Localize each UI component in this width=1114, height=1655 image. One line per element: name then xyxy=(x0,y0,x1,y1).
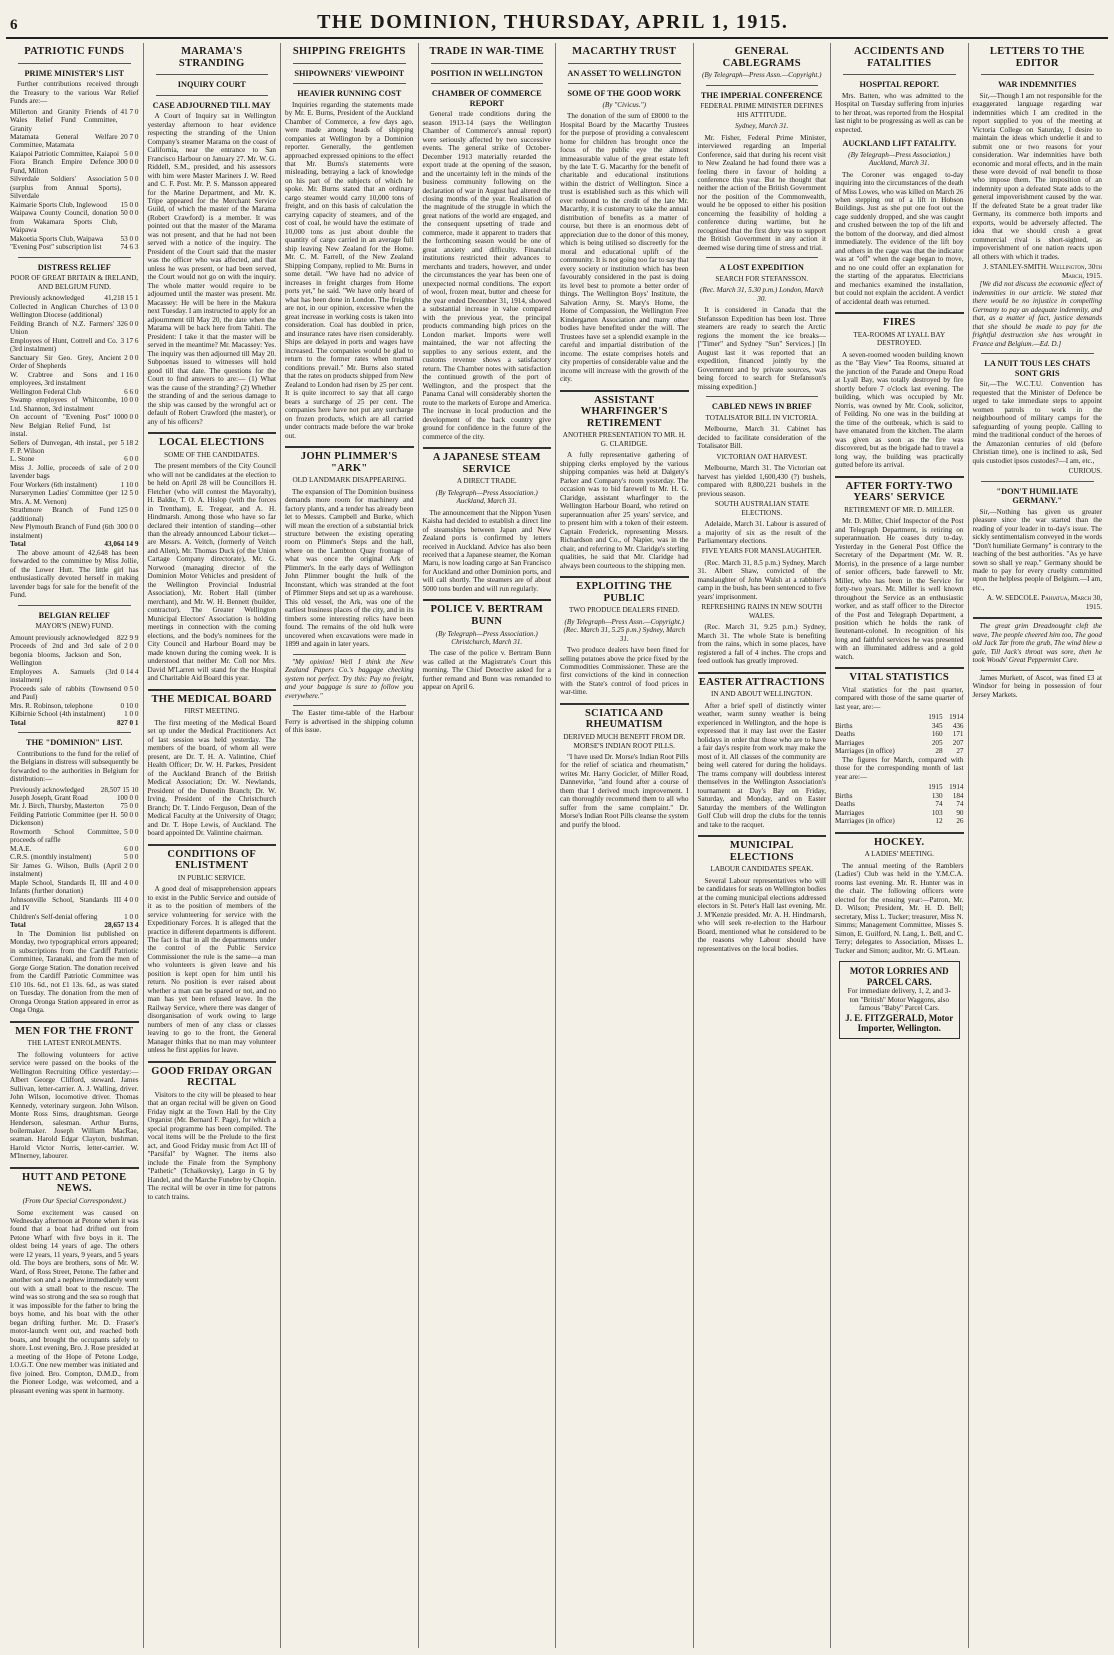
ledger-row: Swamp employees of Whitcombe, Ltd. Shannon, 3rd instalment 10 0 0 xyxy=(10,396,139,413)
headline: A JAPANESE STEAM SERVICE xyxy=(432,452,541,475)
headline: ASSISTANT WHARFINGER'S RETIREMENT xyxy=(580,394,668,429)
ledger-row: Makoetia Sports Club, Waipawa 53 0 0 xyxy=(10,234,139,243)
paragraph: After a brief spell of distinctly winter weather, warm sunny weather is being experienced in Wellington, and the hope is expressed that it may last over the Easter holidays in order that those who are to have a fair day's respite from work may make the most of it. All classes of the community are being well catered for during the holidays. The trams company will doubtless interest themselves in the Wellington Association's tournament at Day's Bay on Friday, Saturday, and Monday, and on Easter Saturday the members of the Wellington Golf Club will drop the clubs for the tennis and take to the racquet. xyxy=(697,701,826,829)
ledger-row: Maple School, Standards II, III and Infants (further donation) 4 0 0 xyxy=(10,878,139,896)
subheading: DERIVED MUCH BENEFIT FROM DR. MORSE'S INDIAN ROOT PILLS. xyxy=(563,733,686,750)
ledger-row: C.R.S. (monthly instalment) 5 0 0 xyxy=(10,853,139,862)
subheading: MAYOR'S (NEW) FUND. xyxy=(35,622,113,631)
statistics-row: Marriages 103 90 xyxy=(835,808,964,817)
paragraph: Sir,—The W.C.T.U. Convention has requested that the Minister of Defence be urged to take immediate steps to appoint women patrols to work in the neighbourhood of military camps for the safeguarding of young people. Calling to mind the traditional conduct of the heroes of the Amazonian centuries of old (before Christian time), one is inclined to ask, Sed quis custodiet ipsos custodes?—I am, etc., xyxy=(972,380,1102,465)
column-shipping-freights xyxy=(281,43,419,1648)
subheading: A LOST EXPEDITION xyxy=(719,263,804,273)
advertisement-verse: The great grim Dreadnought cleft the wave, The people cheered him too, The good old Jack Tar from the grub, The wind blew a gale, Till Jack's throat was sore, then he took Woods' Great Peppermint Cure. xyxy=(972,622,1102,665)
subheading: PRIME MINISTER'S LIST xyxy=(24,68,125,78)
ledger-list xyxy=(10,108,139,252)
column-accidents xyxy=(831,43,969,1648)
headline: GENERAL CABLEGRAMS xyxy=(722,46,801,69)
subheading: IN PUBLIC SERVICE. xyxy=(177,873,246,882)
ledger-row: Previously acknowledged 41,218 15 1 xyxy=(10,294,139,303)
ledger-row: Mrs. R. Robinson, telephone 0 10 0 xyxy=(10,701,139,710)
ledger-row: Feilding Patriotic Committee (per H. Dickenson) 50 0 0 xyxy=(10,810,139,828)
ledger-list xyxy=(10,634,139,719)
paragraph: Sir,—Nothing has given us greater pleasure since the war started than the reading of your leader in to-day's issue. The sickly sentimentalism conveyed in the words "Don't humiliate Germany" is contrary to the teaching of the best authorities. "As ye have sown so shall ye reap." Germany should be made to pay for every cruelty committed upon the helpless people of Belgium.—I am, etc., xyxy=(972,507,1102,592)
dateline: (By Telegraph—Press Assn.—Copyright.) xyxy=(701,71,822,80)
ledger-row: Mr. J. Birch, Thursby, Masterton 75 0 0 xyxy=(10,802,139,811)
columns xyxy=(6,43,1108,1648)
headline: THE MEDICAL BOARD xyxy=(151,693,273,705)
column-trade xyxy=(419,43,557,1648)
ledger-row: Kilbirnie School (4th instalment) 1 0 0 xyxy=(10,710,139,719)
dateline: Sydney, March 31. xyxy=(735,122,789,131)
advertisement-motor-lorries: MOTOR LORRIES AND PARCEL CARS. For immediate delivery, 1, 2, and 3-ton "British" Motor Waggons, also famous "Baby" Parcel Cars. J. E. FITZGERALD, Motor Importer, Wellington. xyxy=(839,961,960,1039)
page-number: 6 xyxy=(10,17,18,33)
subheading: REFRESHING RAINS IN NEW SOUTH WALES. xyxy=(701,603,823,620)
headline: FIRES xyxy=(883,317,916,329)
paragraph: General trade conditions during the season 1913-14 (says the Wellington Chamber of Commerce's annual report) were seriously affected by two successive events. The general strike of October-December 1913 materially retarded the export trade at the opening of the season, and the uncertainty left in the minds of the business community following on the declaration of war in August had altered the closing months of the year. Realisation of the magnitude of the struggle in which the great nations of the world are engaged, and the consequent upsetting of trade and commerce, made it apparent to traders that the forthcoming season would be one of great anxiety and difficulty. Financial institutions restricted their advances to merchants and traders, however, and under the circumstances the year has been one of unexpected normal conditions. The export of wool, frozen meat, butter and cheese for the year ended December 31, 1914, showed a substantial increase in value compared with the previous year, the principal products commanding high prices on the London market. Imports were well maintained, the war not affecting the supplies to any serious extent, and the customs revenue shows a satisfactory return. The Chamber notes with satisfaction the continued growth of the port of Wellington, and the prospect that the Panama Canal will considerably shorten the route to the markets of Europe and America. The increase in local production and the development of the back country give ground for confidence in the future of the commerce of the city. xyxy=(422,110,551,441)
masthead xyxy=(6,4,1108,39)
ledger-row: Four Workers (6th instalment) 1 10 0 xyxy=(10,480,139,489)
paragraph: Contributions to the fund for the relief of the Belgians in distress will subsequently be forwarded to the authorities in Belgium for distribution:— xyxy=(10,749,139,784)
paragraph: The first meeting of the Medical Board set up under the Medical Practitioners Act of last session was held yesterday. The members of the board, of whom all were present, are Dr. T. H. A. Valintine, Chief Health Officer; Dr. W. H. Parkes, President of the Auckland Branch of the British Medical Association; Dr. W. Newlands, President of the Dunedin Branch; Dr. W. Irving, President of the Christchurch Branch; Dr. T. Lindo Ferguson, Dean of the Medical Faculty at the University of Otago; and Dr. T. Hope Lewis, of Auckland. The board appointed Dr. Valintine chairman. xyxy=(147,718,276,838)
subheading: SOUTH AUSTRALIAN STATE ELECTIONS. xyxy=(714,500,809,517)
column-patriotic-funds xyxy=(6,43,144,1648)
headline: TRADE IN WAR-TIME xyxy=(429,46,545,57)
headline: JOHN PLIMMER'S "ARK" xyxy=(300,450,398,474)
paragraph: The following volunteers for active service were passed on the books of the Wellington Recruiting Office yesterday:— Albert George Clifford, steward. James Sullivan, letter-carrier. A. J. Walling, driver. John Wilson, locomotive driver. Thomas Kennedy, veterinary surgeon. John Wilson. Monte Ross Sims, draughtsman. George Henderson, salesman. Arthur Burns, boilermaker. Joseph William MacRae, seaman. Harold Edgar Clayton, bushman. Harold Victor Norris, letter-carrier. W. M'Inerney, labourer. xyxy=(10,1050,139,1161)
paragraph: Mr. Fisher, Federal Prime Minister, interviewed regarding an Imperial Conference, said that during his recent visit to New Zealand he had found there was a feeling there in favour of holding a conference this year. But he thought that neither the action of the British Government nor the position of the Commonwealth, would he be opposed to either his position concerning the feasibility of holding a conference during wartime, but he recognised that the first duty was to support the British Government in any action it deemed wise during time of stress and trial. xyxy=(697,133,826,252)
paragraph: The donation of the sum of £8000 to the Hospital Board by the Macarthy Trustees for the purpose of providing a convalescent home for children has brought once the focus of the public eye the almost immeasurable value of the great estate left by the late T. G. Macarthy for the benefit of charitable and educational institutions within the district of Wellington. Since a trust is established such as this which will ever redound to the credit of the late Mr. Macarthy, it is customary to take the annual distribution of benefits as a matter of course, but there is an enormous debt of appreciation due to the donor of this money, which is being utilised so discreetly for the moral and educational uplift of the community. It is not going too far to say that every society or institution which has been favourably considered in the past is doing its level best to promote a better order of things. The Wellington Boys' Institute, the Salvation Army, St. Mary's Home, the Home of Compassion, the Wellington Free Kindergarten Association and many other bodies have benefited under the will. The Trustees have set a splendid example in the careful and impartial distribution of the income. The estate comprises hotels and city properties of considerable value and the income will increase with the growth of the city. xyxy=(560,112,689,384)
paragraph: The figures for March, compared with those for the corresponding month of last year are:— xyxy=(835,755,964,781)
subheading: THE "DOMINION" LIST. xyxy=(26,738,123,748)
ledger-row: Sellers of Dunvegan, 4th instal., per F. P. Wilson 5 18 2 xyxy=(10,438,139,455)
ledger-row: Proceeds sale of rabbits (Townsend and Paul) 0 5 0 xyxy=(10,684,139,702)
ledger-row: Amount previously acknowledged 822 9 9 xyxy=(10,633,139,642)
statistics-row: Marriages (in office) 28 27 xyxy=(835,747,964,756)
ledger-row: Joseph Joseph, Grant Road 100 0 0 xyxy=(10,794,139,802)
ledger-row: New Plymouth Branch of Fund (6th instalment) 300 0 0 xyxy=(10,523,139,540)
subheading: A LADIES' MEETING. xyxy=(864,850,934,859)
paragraph: Some excitement was caused on Wednesday afternoon at Petone when it was found that a boat had drifted out from Petone Wharf with five boys in it. The oldest being 14 years of age. The others were 12 years, 11 years, 9 years, and 5 years old. The boys are brothers, sons of Mr. W. Ward, of Ross Street, Petone. The father and another son and a nephew immediately went out with a small boat to the rescue. The wind was so strong and the sea so rough that it was impossible for the father to bring the boys home, and his boat with the other began drifting further. Mr. D. Fraser's motor-launch went out, and reached both boats, and brought the occupants safely to shore. Lost evening, Bro. J. Rose presided at a meeting of the Hope of Petone Lodge, I.O.G.T. One new member was initiated and five joined. Bro. Compton, D.M.D., from the Pioneer Lodge, was welcomed, and a pleasant evening was spent in harmony. xyxy=(10,1208,139,1395)
statistics-row: Marriages (in office) 12 26 xyxy=(835,817,964,826)
paragraph: Adelaide, March 31. Labour is assured of a majority of six as the result of the Parliamentary elections. xyxy=(697,520,826,545)
ledger-row: Employees of Hunt, Cottrell and Co. (3rd instalment) 3 17 6 xyxy=(10,336,139,354)
headline: EASTER ATTRACTIONS xyxy=(698,676,825,688)
ledger-row: Sanctuary Sir Geo. Grey, Ancient Order of Shepherds 2 0 0 xyxy=(10,353,139,371)
paragraph: Two produce dealers have been fined for selling potatoes above the price fixed by the Commodities Commissioner. These are the first convictions of the kind in connection with the State's control of food prices in war-time. xyxy=(560,646,689,697)
subheading: TWO PRODUCE DEALERS FINED. xyxy=(568,606,680,615)
ledger-row: Nurserymen Ladies' Committee (per Mrs. A. M. Vernon) 12 5 0 xyxy=(10,489,139,506)
headline: CONDITIONS OF ENLISTMENT xyxy=(167,848,257,872)
subheading: THE LATEST ENROLMENTS. xyxy=(27,1039,121,1048)
ledger-row: Previously acknowledged 28,507 15 10 xyxy=(10,785,139,794)
ledger-row: Sir James G. Wilson, Bulls (April instalment) 2 0 0 xyxy=(10,861,139,879)
paragraph: Several Labour representatives who will be candidates for seats on Wellington bodies at the coming municipal elections addressed electors in St. Peter's Hall last evening. Mr. J. M'Kenzie presided. Mr. A. H. Hindmarsh, who will seek re-election to the Harbour Board, mentioned what he considered to be the reasons why Labour should have representatives on the local bodies. xyxy=(697,876,826,953)
paragraph: Further contributions received through the Treasury to the various War Relief Funds are:— xyxy=(10,80,139,106)
paragraph: The annual meeting of the Ramblers (Ladies') Club was held in the Y.M.C.A. rooms last evening. Mr. R. Hunter was in the chair. The following officers were elected for the ensuing year:—Patron, Mr. D. Wilson; President, Mr. H. D. Bell; secretary, Miss L. Tucker; treasurer, Miss N. Simms; Management Committee, Misses S. Simon, E. Guilford, N. Lang, L. Bell, and C. Terry; delegates to Association, Misses L. Tucker and Simon; auditor, Mr. G. M'Lean. xyxy=(835,861,964,955)
statistics-row: Births 130 184 xyxy=(835,791,964,800)
headline: VITAL STATISTICS xyxy=(849,672,950,684)
paragraph: Melbourne, March 31. Cabinet has decided to facilitate consideration of the Totalisator Bill. xyxy=(697,425,826,451)
subheading: INQUIRY COURT xyxy=(177,80,246,90)
paragraph: "I have used Dr. Morse's Indian Root Pills for the relief of sciatica and rheumatism," writes Mr. Harry Gocicler, of Miller Road, Dannevirke, "and found after a course of them that I derived much improvement. I can thoroughly recommend them to all who suffer from the same complaint." Dr. Morse's Indian Root Pills cleanse the system and purify the blood. xyxy=(560,752,689,829)
subheading: FIRST MEETING. xyxy=(184,707,240,716)
paragraph: Sir,—Though I am not responsible for the exaggerated language regarding war indemnities which I am credited in the report supplied to you of the meeting at Victoria College on Saturday, I desire to maintain the ideas which underlie it and to submit one or two reasons for your consideration. War indemnities have both economic and moral effects, and in the main these were devoid of real benefit to those who impose them. The imposition of an indemnity upon a defeated State adds to the general impoverishment caused by the war. If the defeated State be a great trader like Germany, its commerce both imports and exports, would be adversely affected. The idea that we should crush a great commercial rival is short-sighted, as impoverishment of one nation reacts upon all others with which it trades. xyxy=(972,91,1102,261)
signature: CURIOUS. xyxy=(1068,467,1102,476)
total-row: Total 28,657 13 4 xyxy=(10,921,139,930)
column-marama xyxy=(144,43,282,1648)
ledger-row: Fiora Branch Empire Defence Fund, Milton 300 0 0 xyxy=(10,158,139,175)
headline: MEN FOR THE FRONT xyxy=(15,1025,134,1037)
subheading: "DON'T HUMILIATE GERMANY." xyxy=(996,486,1079,506)
headline: HOCKEY. xyxy=(874,836,925,848)
dateline: (By Telegraph—Press Association.) Christchurch, March 31. xyxy=(435,629,538,646)
statistics-row: Marriages 205 207 xyxy=(835,738,964,747)
subheading: HEAVIER RUNNING COST xyxy=(297,89,402,99)
newspaper-title: THE DOMINION, THURSDAY, APRIL 1, 1915. xyxy=(317,11,789,33)
statistics-row: Deaths 74 74 xyxy=(835,800,964,809)
paragraph: Melbourne, March 31. The Victorian oat harvest has yielded 1,600,430 (?) bushels, compared with 8,800,221 bushels in the previous season. xyxy=(697,464,826,498)
subheading: CABLED NEWS IN BRIEF xyxy=(711,402,812,412)
ledger-row: Collected in Anglican Churches of Wellington Diocese (additional) 13 0 0 xyxy=(10,302,139,320)
subheading: WAR INDEMNITIES xyxy=(998,80,1077,90)
signature: A. W. SEDCOLE. Pahiatua, March 30, 1915. xyxy=(986,594,1102,611)
dateline: (Rec. March 31, 5.30 p.m.) London, March 30. xyxy=(699,286,824,303)
paragraph: Mrs. Batten, who was admitted to the Hospital on Tuesday suffering from injuries to her throat, was reported from the Hospital last night to be progressing as well as can be expected. xyxy=(835,91,964,134)
ledger-row: Wellington Federal Club 6 6 0 xyxy=(10,387,139,396)
paragraph: A seven-roomed wooden building known as the "Bay View" Tea Rooms, situated at the junction of the Parade and Onepu Road at Lyall Bay, was totally destroyed by fire shortly before 7 o'clock last evening. The building, which was occupied by Mr. Norris, was owned by Mr. Cook, solicitor, of Feilding. No one was in the building at the time of the outbreak, which is said to have emanated from the kitchen. The alarm was given as soon as the fire was discovered, but as the brigade had to travel a long way, the building was practically gutted before its arrival. xyxy=(835,350,964,470)
ledger-row: Feilding Branch of N.Z. Farmers' Union 326 0 0 xyxy=(10,319,139,337)
ledger-row: Proceeds of 2nd and 3rd sale of begonia blooms, Jackson and Son, Wellington 2 0 0 xyxy=(10,642,139,668)
paragraph: The above amount of 42,648 has been forwarded to the committee by Miss Jollie, of the Lower Hutt. The little girl has enthusiastically devoted herself in making lavender bags for sale for the benefit of the Fund. xyxy=(10,548,139,600)
paragraph: The case of the police v. Bertram Bunn was called at the Magistrate's Court this morning. The Chief Detective asked for a further remand and Bunn was remanded to appear on April 6. xyxy=(422,649,551,692)
headline: AFTER FORTY-TWO YEARS' SERVICE xyxy=(845,480,953,504)
headline: GOOD FRIDAY ORGAN RECITAL xyxy=(151,1065,273,1089)
subheading: SOME OF THE CANDIDATES. xyxy=(164,450,260,459)
subheading: FEDERAL PRIME MINISTER DEFINES HIS ATTITUDE. xyxy=(700,102,824,119)
subheading: FIVE YEARS FOR MANSLAUGHTER. xyxy=(701,547,822,556)
subheading: LABOUR CANDIDATES SPEAK. xyxy=(710,865,814,874)
column-cablegrams xyxy=(694,43,832,1648)
paragraph: (Rec. March 31, 8.5 p.m.) Sydney, March 31. Albert Shaw, convicted of the manslaughter of John Walsh at a rabbiter's camp in the bush, has been sentenced to five years' imprisonment. xyxy=(697,558,826,601)
statistics-row: Births 345 436 xyxy=(835,721,964,730)
signature: J. STANLEY-SMITH. Wellington, 30th March, 1915. xyxy=(983,263,1102,280)
paragraph: (Rec. March 31, 9.25 p.m.) Sydney, March 31. The whole State is benefiting from the rains, which in some places, have registered a fall of 4 inches. The crops and feed outlook has greatly improved. xyxy=(697,623,826,666)
subheading: AUCKLAND LIFT FATALITY. xyxy=(842,139,957,149)
paragraph: "My opinion! Well I think the New Zealand Papers Co.'s baggage checking system not perfect. Try this: Pay no freight, and your baggage is sure to follow you everywhere." xyxy=(285,657,414,700)
total-row: Total 43,064 14 9 xyxy=(10,540,139,549)
paragraph: James Murkett, of Ascot, was fined £3 at Windsor for being in possession of four Jersey Markets. xyxy=(972,673,1102,699)
ledger-row: Waipawa County Council, donation from Wakamara Sports Club, Waipawa 50 0 0 xyxy=(10,209,139,235)
vital-statistics-march-table: 1915 1914 Births 130 184 Deaths 74 74 Marriages 103 90 Marriages (in office) 12 26 xyxy=(835,783,964,826)
paragraph: The present members of the City Council who will not be candidates at the election to be held on April 28 will be Councillors H. Fletcher (who will contest the Mayoralty), H. Baldie, T. O. A. Hislop (with the forces in Trentham), E. Tregear, and A. H. Hindmarsh. Among those who have so far declared their intention of standing—other than the already announced Labour ticket—are Messrs. A. Veitch, (formerly of Veitch and Allen), Mr. Thomas Duck (of the Union Cartage Company directorate), Mr. G. Norwood (managing director of the Dominion Motor Vehicles and president of the Wellington Provincial Industrial Association), Mr. Robert Hall (timber merchant), and Mr. W. H. Bennett (builder, contractor). The Greater Wellington Municipal Electors' Association is holding meetings in connection with the coming elections, and the body's nominees for the City Council and Harbour Board may be made known during the coming week. It is understood that neither Mr. Coll nor Mrs. David M'Larren will stand for the Hospital and Charitable Aid Board this year. xyxy=(147,462,276,683)
ledger-row: Rowmorth School Committee, proceeds of raffle 5 0 0 xyxy=(10,827,139,845)
ledger-row: L. Stone 6 0 0 xyxy=(10,455,139,464)
headline: LOCAL ELECTIONS xyxy=(159,437,265,449)
ledger-row: Johnsonville School, Standards III and IV 4 0 0 xyxy=(10,895,139,913)
headline: POLICE V. BERTRAM BUNN xyxy=(430,604,544,627)
statistics-row: Deaths 160 171 xyxy=(835,730,964,739)
ledger-row: Silverdale Soldiers' Association (surplus from Annual Sports), Silverdale 5 0 0 xyxy=(10,175,139,201)
ledger-row: Matamata General Welfare Committee, Matamata 20 7 0 xyxy=(10,132,139,150)
editor-note: [We did not discuss the economic effect of indemnities in our article. We stated that there would be no injustice in compelling Germany to pay an adequate indemnity, and that, as a matter of fact, justice demands that she should be made to pay for the frightful destruction she has wrought in France and Belgium.—Ed. D.] xyxy=(972,280,1102,348)
subheading: HOSPITAL REPORT. xyxy=(859,80,940,90)
ledger-row: Millerton and Granity Friends of Wales Relief Fund Committee, Granity 41 7 0 xyxy=(10,107,139,133)
headline: SHIPPING FREIGHTS xyxy=(292,46,406,57)
column-macarthy-trust xyxy=(556,43,694,1648)
subheading: LA NUIT TOUS LES CHATS SONT GRIS xyxy=(984,359,1091,378)
paragraph: In The Dominion list published on Monday, two typographical errors appeared; in subscriptions from the Cardiff Patriotic Committee, Taranaki, and from the men of Gorge Gorge Station. The donation received from the Cardiff Patriotic Committee was £10 10s. 6d., not £1 13s. 6d., as was stated on Tuesday. The donation from the men of Oronga Oronga Station appeared in error as Onga Onga. xyxy=(10,929,139,1015)
subheading: TEA-ROOMS AT LYALL BAY DESTROYED. xyxy=(853,330,946,348)
subheading: A DIRECT TRADE. xyxy=(456,477,517,486)
paragraph: It is considered in Canada that the Stefansson Expedition has been lost. Three steamers are ready to search the Arctic regions the moment the ice breaks—["Timer" and Sydney "Sun" Services.] [In August last it was reported that an expedition, financed jointly by the Government and by private sources, was being forced to search for Stefansson's missing expedition.] xyxy=(697,306,826,391)
headline: MUNICIPAL ELECTIONS xyxy=(729,840,794,863)
ledger-row: Kaimarie Sports Club, Inglewood 15 0 0 xyxy=(10,200,139,209)
subheading: SHIPOWNERS' VIEWPOINT xyxy=(294,68,405,78)
subheading: SOME OF THE GOOD WORK xyxy=(567,89,682,99)
ledger-row: W. Crabtree and Sons and employees, 3rd instalment 1 16 0 xyxy=(10,370,139,388)
byline: (By "Civicus.") xyxy=(602,100,647,109)
subheading: OLD LANDMARK DISAPPEARING. xyxy=(292,476,407,485)
subheading: THE IMPERIAL CONFERENCE xyxy=(700,90,823,100)
headline: MARAMA'S STRANDING xyxy=(178,46,245,69)
subheading: DISTRESS RELIEF xyxy=(37,262,111,272)
headline: HUTT AND PETONE NEWS. xyxy=(22,1171,127,1195)
subheading: CASE ADJOURNED TILL MAY xyxy=(152,100,271,110)
subheading: SEARCH FOR STEFANSSON. xyxy=(715,274,809,283)
subheading: CHAMBER OF COMMERCE REPORT xyxy=(431,89,542,108)
subheading: POSITION IN WELLINGTON xyxy=(430,68,543,78)
ledger-row: Children's Self-denial offering 1 0 0 xyxy=(10,912,139,921)
subheading: ANOTHER PRESENTATION TO MR. H. G. CLARIDGE. xyxy=(562,431,686,448)
advertisement-headline: SCIATICA AND RHEUMATISM xyxy=(585,707,664,731)
paragraph: Visitors to the city will be pleased to hear that an organ recital will be given on Good Friday night at the Town Hall by the City Organist (Mr. Bernard F. Page), for which a special programme has been compiled. The vocal items will be the Prelude to the first act, and Good Friday music from Act III of "Parsifal" by Wagner. The items also include the Finale from the Symphony "Pathetic" (Tchaikovsky), Largo in G by Handel, and the Marche Funebre by Chopin. The recital will be over in time for patrons to catch trains. xyxy=(147,1090,276,1201)
ledger-list xyxy=(10,786,139,922)
headline: ACCIDENTS AND FATALITIES xyxy=(853,46,945,69)
ledger-row: Strathmore Branch of Fund (additional) 125 0 0 xyxy=(10,506,139,523)
total-row: Total 827 0 1 xyxy=(10,718,139,727)
ledger-row: M.A.E. 6 0 0 xyxy=(10,844,139,853)
ledger-row: Miss J. Jollie, proceeds of sale of lavender bags 2 0 0 xyxy=(10,463,139,481)
subheading: RETIREMENT OF MR. D. MILLER. xyxy=(844,505,955,514)
headline: EXPLOITING THE PUBLIC xyxy=(576,580,673,604)
headline: PATRIOTIC FUNDS xyxy=(24,46,125,57)
dateline: (By Telegraph—Press Association.) Auckland, March 31. xyxy=(435,488,538,506)
subheading: IN AND ABOUT WELLINGTON. xyxy=(711,690,813,699)
subheading: VICTORIAN OAT HARVEST. xyxy=(716,452,808,461)
paragraph: Mr. D. Miller, Chief Inspector of the Post and Telegraph Department, is retiring on superannuation. He ceases duty to-day. Yesterday in the General Post Office the Secretary of the Department (Mr. W. R. Morris), in the presence of a large number of senior officers, bade farewell to Mr. Miller, who has been in the Service for forty-two years. Mr. Miller is well known throughout the Service as an enthusiastic worker, and as staff officer to the Director of the Post and Telegraph Department, a position which he holds the rank of lieutenant-colonel. In recognition of his long and faithful services he was presented with an illuminated address and a gold watch. xyxy=(835,517,964,661)
subheading: (From Our Special Correspondent.) xyxy=(22,1197,126,1206)
headline: MACARTHY TRUST xyxy=(572,46,677,57)
vital-statistics-table: 1915 1914 Births 345 436 Deaths 160 171 Marriages 205 207 Marriages (in office) 28 27 xyxy=(835,713,964,756)
subheading: AN ASSET TO WELLINGTON xyxy=(567,68,682,78)
paragraph: A good deal of misapprehension appears to exist in the Public Service and outside of it as to the position of members of the service volunteering for service with the Expeditionary Forces. It is alleged that the practice in different departments is different. The fact is that in all the departments under the control of the Public Service Commissioner the rule is the same—a man who volunteers is given leave and his position is kept open for him until his return. No position is ever raised about whether a man can be spared or not, and no man has yet been refused leave. In the Railway Service, where there was danger of disorganisation of work owing to large numbers of men of any class or classes leaving to go to the front, the General Manager thinks that no man may volunteer unless he first applies for leave. xyxy=(147,885,276,1055)
paragraph: The announcement that the Nippon Yusen Kaisha had decided to establish a direct line of steamships between Japan and New Zealand ports is confirmed by letters received in Auckland. Advice has also been received that a Japanese steamer, the Koman Maru, is now loading cargo at San Francisco for Auckland and other Dominion ports, and will call shortly. The steamers are of about 5000 tons burden and will run regularly. xyxy=(422,508,551,593)
paragraph: The Easter time-table of the Harbour Ferry is advertised in the shipping column of this issue. xyxy=(285,709,414,735)
subheading: BELGIAN RELIEF xyxy=(38,610,110,620)
column-letters xyxy=(969,43,1107,1648)
dateline: (By Telegraph—Press Association.) Auckland, March 31. xyxy=(848,150,951,168)
ledger-row: "Evening Post" subscription list 74 6 3 xyxy=(10,243,139,252)
paragraph: The Coroner was engaged to-day inquiring into the circumstances of the death of Miss Lowes, who was killed on March 26 when stepping out of a lift in Hobson Buildings. Just as she put one foot out the cage suddenly dropped, and she was caught and crushed between the top of the lift and the bottom of the doorway, and died almost immediately. The evidence of the lift boy and others in the cage was that the indicator was at "off" when the cage began to move, and no one could offer an explanation for the starting of the apparatus. Electricians and mechanics examined the installation, but could not explain the accident. A verdict of accidental death was returned. xyxy=(835,170,964,306)
paragraph: Inquiries regarding the statements made by Mr. E. Burns, President of the Auckland Chamber of Commerce, a few days ago, were made among heads of shipping companies at Wellington by a Dominion reporter. Generally, the gentlemen approached expressed opinions to the effect that Mr. Burns's statements were misleading, betraying a lack of knowledge on his part of the subjects of which he spoke. Mr. Burns stated that an ordinary cargo steamer would carry 10,000 tons of freight, and on this basis of calculation the carrying capacity of steamers, and of the cost of coal, he would have the estimate of 10,000 tons as just about double the quantity of cargo carried in an average full ship leaving New Zealand for the Home. Mr. C. M. Farrell, of the New Zealand Shipping Company, replied to Mr. Burns in some detail. "We have had no advice of increases in freight charges from Home ports yet," he said. "We have only heard of what has been done in London. The freights are not, in our opinion, excessive when the great increase in working costs is taken into consideration. Coal has doubled in price, and insurance rates have risen considerably. Ships are delayed in ports and wages have increased. The companies would be glad to return to the former rates when normal conditions prevail." Mr. Burns also stated that the rates on products shipped from New Zealand to London had risen by 25 per cent. It is quite incorrect to say that all cargo bears a surcharge of 25 per cent. The companies here have not put any surcharge on frozen products, which are all carried under contracts made before the war broke out. xyxy=(285,100,414,440)
ledger-list xyxy=(10,294,139,540)
paragraph: A fully representative gathering of shipping clerks employed by the various shipping companies was held at Dalgety's Parker and Company's room yesterday. The occasion was to bid farewell to Mr. H. G. Claridge, assistant wharfinger to the Wellington Harbour Board, who retired on superannuation after 25 years' service, and to present him with a token of their esteem. Captain Frederick, representing Messrs. Richardson and Co., of Napier, was in the chair, and referring to Mr. Claridge's sterling qualities, he said that Mr. Claridge had always been courteous to the shipping men. xyxy=(560,451,689,570)
ledger-row: Employees A. Samuels (3rd instalment) 0 14 4 xyxy=(10,667,139,685)
subheading: TOTALISATOR BILL IN VICTORIA. xyxy=(705,413,818,422)
ledger-row: Kaiapoi Patriotic Committee, Kaiapoi 5 0 0 xyxy=(10,149,139,158)
paragraph: The expansion of The Dominion business demands more room for machinery and factory plants, and a tender has already been let to Messrs. Campbell and Burke, which will mean the erection of a substantial brick structure between the existing operating room on Plimmer's Steps and the hall, where on the Lambton Quay frontage of what was once the original Ark of Plimmer's. In the early days of Wellington John Plimmer bought the hulk of the Inconstant, which was stranded at the foot of Plimmer Steps and set up as a warehouse. This old vessel, the Ark, was one of the earliest business places of the city, and in its timbers some interesting relics have been found. The remains of the old hulk were uncovered when excavations were made in 1899 and again in later years. xyxy=(285,487,414,649)
headline: LETTERS TO THE EDITOR xyxy=(989,46,1085,69)
paragraph: A Court of Inquiry sat in Wellington yesterday afternoon to hear evidence respecting the stranding of the Union Company's steamer Marama on the coast of California, near the entrance to San Francisco Harbour on January 27. Mr. W. G. Riddell, S.M., presided, and his assessors with him were Master Mariners J. W. Reed and C. F. Post. Mr. P. S. Mansson appeared for the Marine Department, and Mr. K. Tripe appeared for the Merchant Service Guild, of which the master of the Marama (Robert Crawford) is a member. It was pointed out that the master of the Marama was not present, and that he had not been served with a notice of the inquiry. The President of the Court said that the master was the officer who was affected, and that unless he was present, or had been served, the Court would not go on with the inquiry. The whole matter would require to be adjourned until the master was present. Mr. Macassey: He will be here in the Makura next Tuesday. I am instructed to apply for an adjournment till May 20, the date when the Marama will be back here from Tahiti. The President: I take it that the master will be served in the meantime? Mr. Macassey: Yes. The inquiry was then adjourned till May 20. Subpoenas issued to witnesses will hold good till that date. The questions for the Court to find answers to are:— (1) What was the cause of the stranding? (2) Whether the stranding of and the serious damage to the ship was caused by the wrongful act or default of Robert Crawford (the master), or any of his officers? xyxy=(147,112,276,426)
subheading: POOR OF GREAT BRITAIN & IRELAND, AND BELGIUM FUND. xyxy=(10,274,139,291)
dateline: (By Telegraph—Press Assn.—Copyright.) (Rec. March 31, 5.25 p.m.) Sydney, March 31. xyxy=(563,617,686,643)
ledger-row: On account of "Evening Post" New Belgian Relief Fund, 1st instal. 1000 0 0 xyxy=(10,413,139,439)
paragraph: Vital statistics for the past quarter, compared with those of the same quarter of last year, are:— xyxy=(835,685,964,711)
